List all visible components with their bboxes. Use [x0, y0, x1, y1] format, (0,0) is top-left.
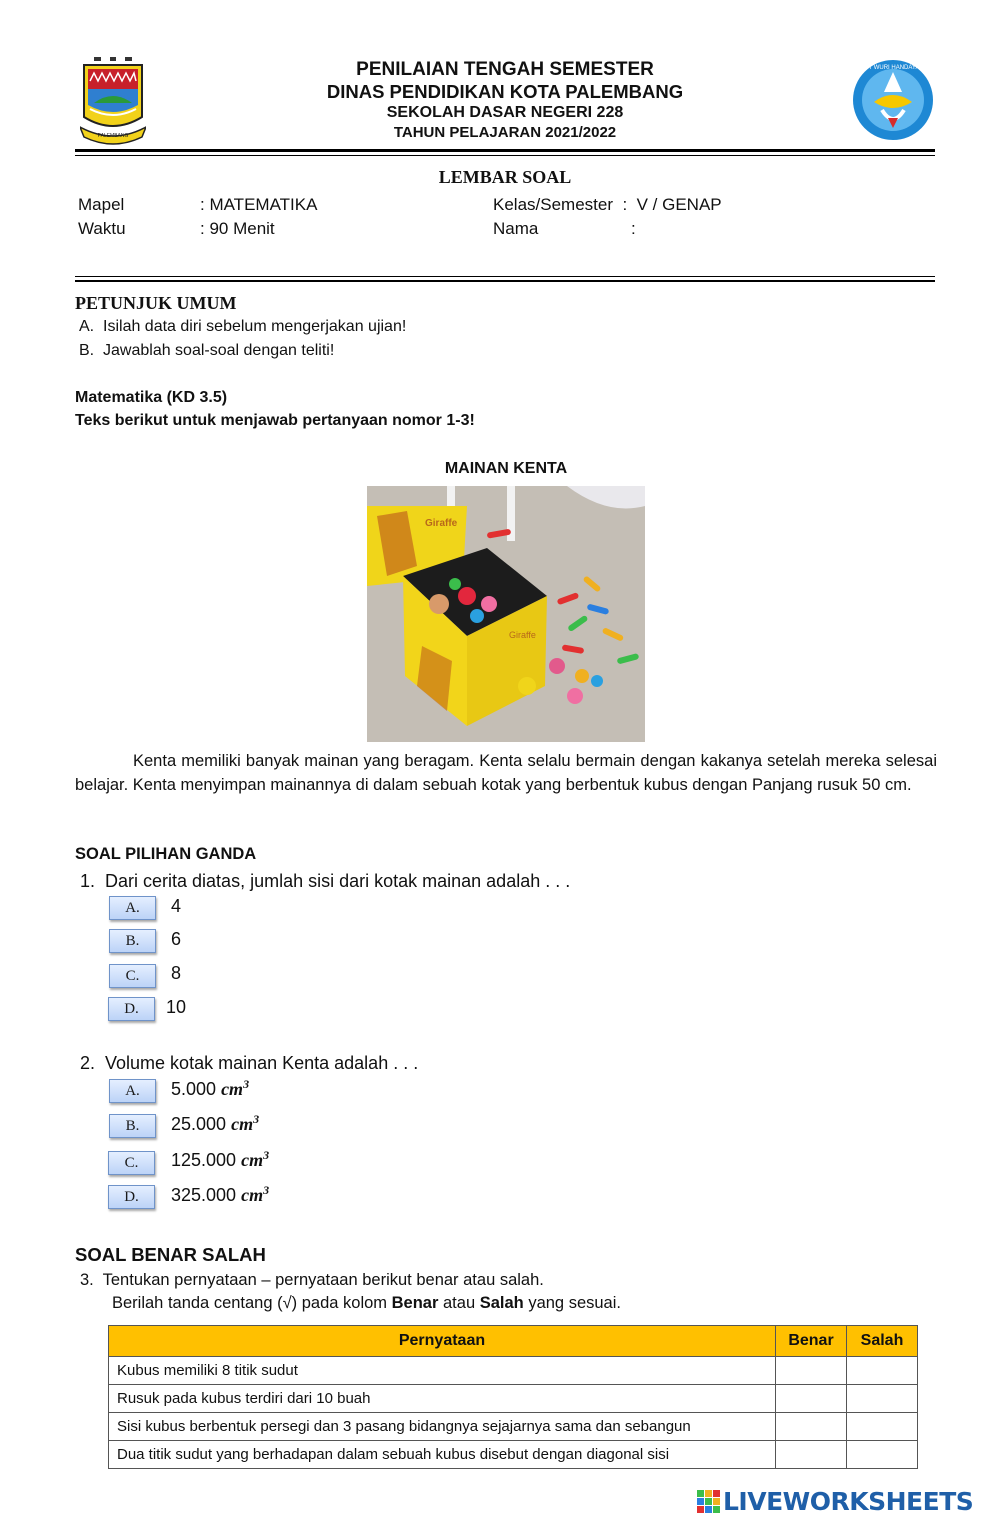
- header-title-1: PENILAIAN TENGAH SEMESTER: [356, 59, 654, 80]
- q2-option-d-button[interactable]: D.: [108, 1185, 155, 1209]
- salah-checkbox[interactable]: [847, 1385, 918, 1413]
- info-divider-top: [75, 276, 935, 277]
- q2-option-b-button[interactable]: B.: [109, 1114, 156, 1138]
- statement-cell: Rusuk pada kubus terdiri dari 10 buah: [109, 1385, 776, 1413]
- liveworksheets-grid-icon: [697, 1490, 721, 1518]
- q1-option-a-text: 4: [171, 896, 182, 916]
- benar-checkbox[interactable]: [776, 1357, 847, 1385]
- q2-option-c-button[interactable]: C.: [108, 1151, 155, 1175]
- mapel-label: Mapel: [78, 195, 125, 214]
- svg-text:PALEMBANG: PALEMBANG: [97, 133, 129, 139]
- toy-box-photo: [367, 486, 645, 742]
- statement-cell: Dua titik sudut yang berhadapan dalam sebuah kubus disebut dengan diagonal sisi: [109, 1441, 776, 1469]
- nama-input[interactable]: [645, 217, 935, 241]
- header-divider-thick: [75, 149, 935, 152]
- statement-cell: Kubus memiliki 8 titik sudut: [109, 1357, 776, 1385]
- cm3-unit: $cm^3$: [241, 1183, 270, 1205]
- story-paragraph: Kenta memiliki banyak mainan yang beragam. Kenta selalu bermain dengan kakanya setelah mereka selesai belajar. Kenta menyimpan mainannya di dalam sebuah kotak yang berbentuk kubus dengan Panjang rusuk 50 cm.: [75, 752, 937, 794]
- story-title: MAINAN KENTA: [444, 460, 568, 477]
- q1-option-d-text: 10: [166, 997, 187, 1017]
- info-divider-bottom: [75, 280, 935, 282]
- q2-option-a-button[interactable]: A.: [109, 1079, 156, 1103]
- header-divider-thin: [75, 155, 935, 156]
- cm3-unit: $cm^3$: [231, 1112, 260, 1134]
- petunjuk-item-b: B. Jawablah soal-soal dengan teliti!: [79, 342, 335, 359]
- table-row: [109, 1413, 918, 1441]
- kelas-semester: Kelas/Semester : V / GENAP: [493, 195, 722, 214]
- header-title-2: DINAS PENDIDIKAN KOTA PALEMBANG: [326, 81, 684, 102]
- header-pernyataan: Pernyataan: [109, 1326, 776, 1357]
- svg-text:TUT WURI HANDAYANI: TUT WURI HANDAYANI: [860, 65, 926, 71]
- palembang-crest-logo: [80, 55, 146, 145]
- table-row: [109, 1441, 918, 1469]
- benar-checkbox[interactable]: [776, 1385, 847, 1413]
- mapel-value: : MATEMATIKA: [200, 195, 318, 214]
- sheet-title: LEMBAR SOAL: [438, 167, 572, 187]
- question-3-instruction: Berilah tanda centang (√) pada kolom Benar atau Salah yang sesuai.: [112, 1294, 621, 1312]
- svg-text:Giraffe: Giraffe: [425, 518, 458, 529]
- table-header-row: [109, 1326, 918, 1357]
- header-salah: Salah: [847, 1326, 918, 1357]
- petunjuk-title: PETUNJUK UMUM: [75, 293, 237, 313]
- benar-checkbox[interactable]: [776, 1413, 847, 1441]
- liveworksheets-watermark: LIVEWORKSHEETS: [697, 1487, 997, 1521]
- pg-heading: SOAL PILIHAN GANDA: [75, 845, 257, 863]
- q1-option-d-button[interactable]: D.: [108, 997, 155, 1021]
- q2-option-a-text: 5.000 $cm^3$: [171, 1077, 250, 1099]
- salah-checkbox[interactable]: [847, 1413, 918, 1441]
- table-row: [109, 1357, 918, 1385]
- q2-option-c-text: 125.000 $cm^3$: [171, 1148, 270, 1170]
- salah-checkbox[interactable]: [847, 1441, 918, 1469]
- petunjuk-item-a: A. Isilah data diri sebelum mengerjakan ujian!: [79, 318, 407, 335]
- cm3-unit: $cm^3$: [241, 1148, 270, 1170]
- statement-cell: Sisi kubus berbentuk persegi dan 3 pasang bidangnya sejajarnya sama dan sebangun: [109, 1413, 776, 1441]
- question-1: 1. Dari cerita diatas, jumlah sisi dari kotak mainan adalah . . .: [80, 871, 571, 891]
- svg-text:Giraffe: Giraffe: [509, 630, 536, 640]
- header-benar: Benar: [776, 1326, 847, 1357]
- q1-option-c-button[interactable]: C.: [109, 964, 156, 988]
- waktu-value: : 90 Menit: [200, 219, 275, 238]
- text-instruction: Teks berikut untuk menjawab pertanyaan nomor 1-3!: [75, 412, 475, 429]
- q1-option-b-text: 6: [171, 929, 182, 949]
- question-3: 3. Tentukan pernyataan – pernyataan berikut benar atau salah.: [80, 1271, 544, 1289]
- nama-label: Nama: [493, 219, 539, 238]
- q1-option-c-text: 8: [171, 963, 182, 983]
- q1-option-b-button[interactable]: B.: [109, 929, 156, 953]
- salah-checkbox[interactable]: [847, 1357, 918, 1385]
- table-row: [109, 1385, 918, 1413]
- header-year: TAHUN PELAJARAN 2021/2022: [393, 124, 617, 141]
- tut-wuri-handayani-logo: [852, 58, 934, 142]
- q2-option-d-text: 325.000 $cm^3$: [171, 1183, 270, 1205]
- kd-heading: Matematika (KD 3.5): [75, 389, 228, 406]
- header-school: SEKOLAH DASAR NEGERI 228: [386, 104, 624, 121]
- question-2: 2. Volume kotak mainan Kenta adalah . . .: [80, 1053, 419, 1073]
- nama-colon: :: [631, 219, 636, 238]
- cm3-unit: $cm^3$: [221, 1077, 250, 1099]
- q1-option-a-button[interactable]: A.: [109, 896, 156, 920]
- bs-heading: SOAL BENAR SALAH: [75, 1244, 266, 1265]
- waktu-label: Waktu: [78, 219, 126, 238]
- benar-checkbox[interactable]: [776, 1441, 847, 1469]
- benar-salah-table: [108, 1325, 918, 1469]
- q2-option-b-text: 25.000 $cm^3$: [171, 1112, 260, 1134]
